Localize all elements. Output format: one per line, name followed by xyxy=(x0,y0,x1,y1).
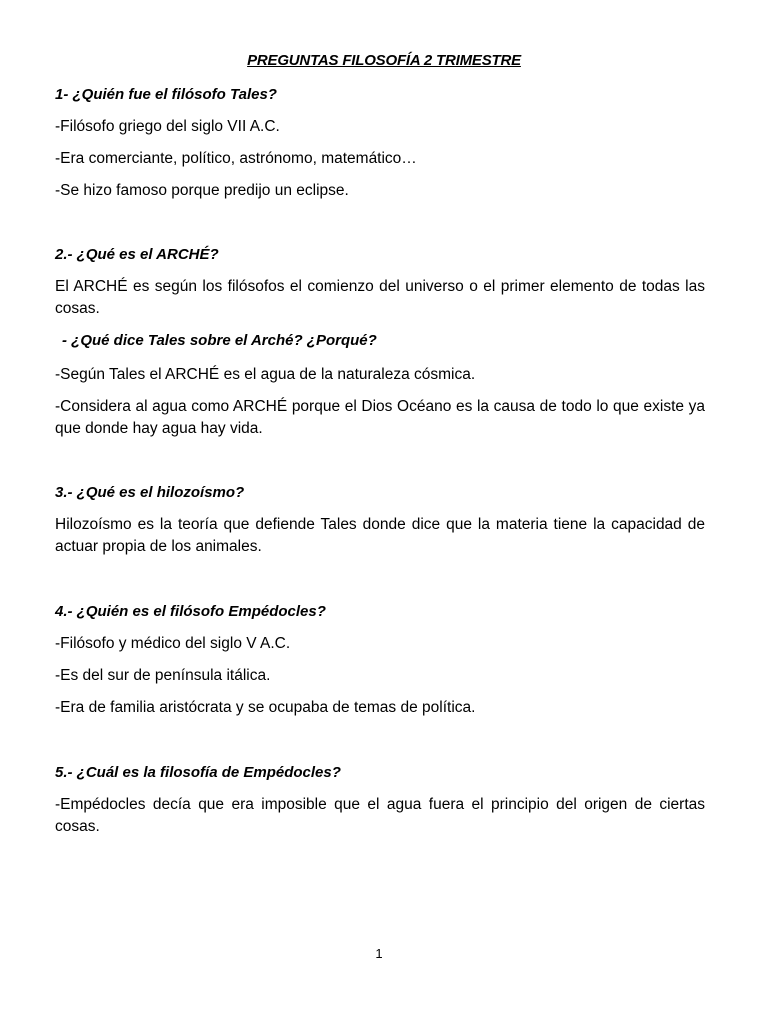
answer-4-line-2: -Es del sur de península itálica. xyxy=(55,667,271,684)
answer-1-line-3: -Se hizo famoso porque predijo un eclipse. xyxy=(55,182,349,199)
question-3-heading: 3.- ¿Qué es el hilozoísmo? xyxy=(55,484,245,501)
question-2-heading: 2.- ¿Qué es el ARCHÉ? xyxy=(55,246,219,263)
answer-5-paragraph: -Empédocles decía que era imposible que el agua fuera el principio del origen de ciertas cosas. xyxy=(55,796,705,835)
answer-3-paragraph: Hilozoísmo es la teoría que defiende Tales donde dice que la materia tiene la capacidad de actuar propia de los animales. xyxy=(55,516,705,555)
answer-4-line-3: -Era de familia aristócrata y se ocupaba de temas de política. xyxy=(55,699,476,716)
question-1-heading: 1- ¿Quién fue el filósofo Tales? xyxy=(55,86,277,103)
question-4-heading: 4.- ¿Quién es el filósofo Empédocles? xyxy=(55,603,326,620)
answer-1-line-2: -Era comerciante, político, astrónomo, matemático… xyxy=(55,150,417,167)
answer-1-line-1: -Filósofo griego del siglo VII A.C. xyxy=(55,118,280,135)
answer-2-sub-line-1: -Según Tales el ARCHÉ es el agua de la naturaleza cósmica. xyxy=(55,366,476,383)
question-2-subheading: - ¿Qué dice Tales sobre el Arché? ¿Porqué? xyxy=(62,332,377,349)
page-number: 1 xyxy=(375,946,383,961)
question-5-heading: 5.- ¿Cuál es la filosofía de Empédocles? xyxy=(55,764,341,781)
answer-2-paragraph: El ARCHÉ es según los filósofos el comienzo del universo o el primer elemento de todas las cosas. xyxy=(55,278,705,317)
answer-4-line-1: -Filósofo y médico del siglo V A.C. xyxy=(55,635,291,652)
answer-2-sub-line-2: -Considera al agua como ARCHÉ porque el Dios Océano es la causa de todo lo que existe ya que donde hay agua hay vida. xyxy=(55,398,705,437)
document-title: PREGUNTAS FILOSOFÍA 2 TRIMESTRE xyxy=(247,52,521,69)
